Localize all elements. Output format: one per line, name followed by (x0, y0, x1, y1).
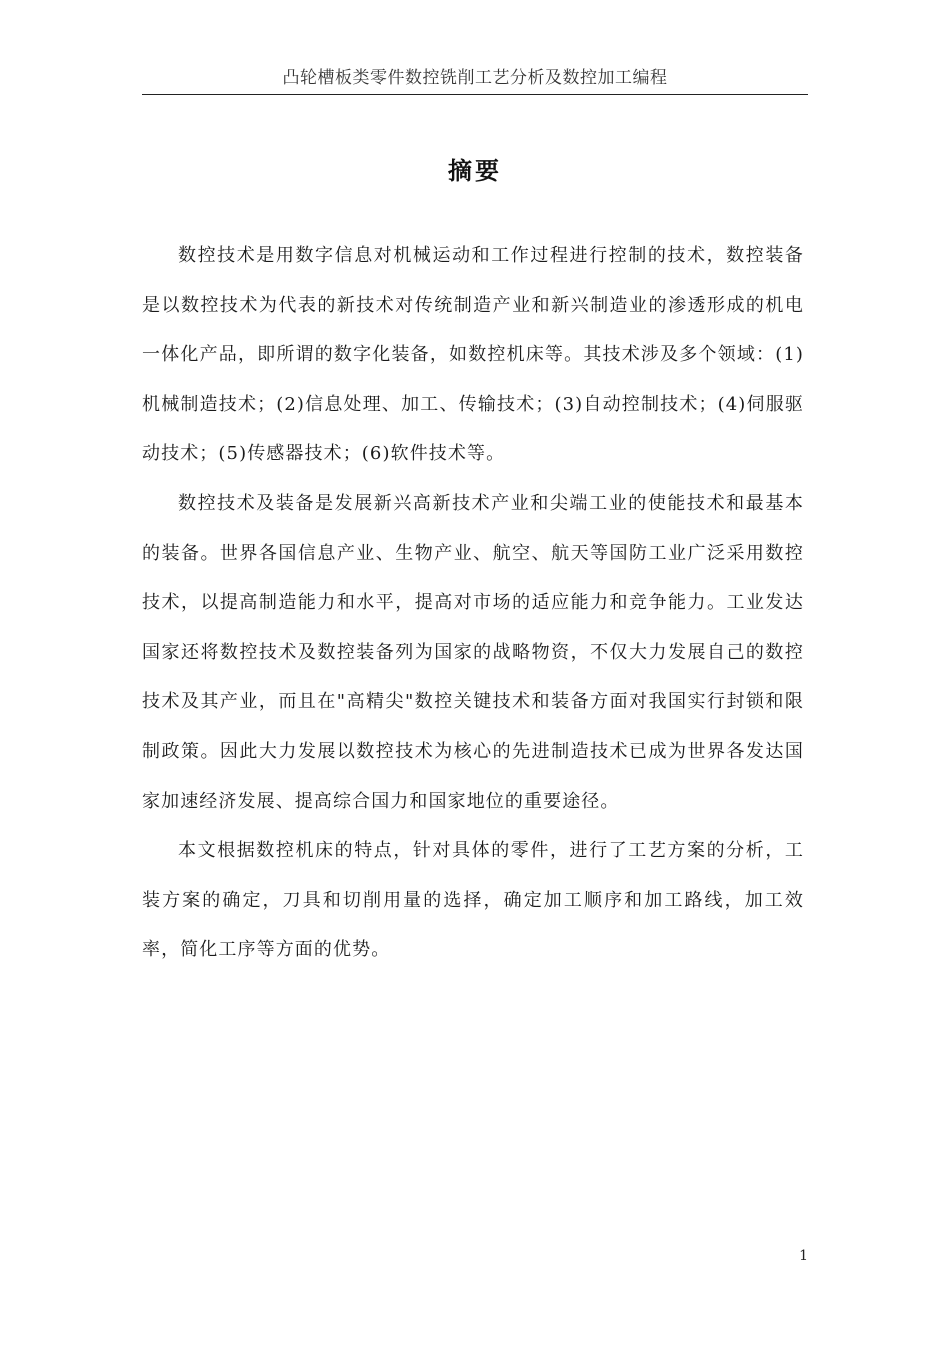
abstract-paragraph-2: 数控技术及装备是发展新兴高新技术产业和尖端工业的使能技术和最基本的装备。世界各国信息产业、生物产业、航空、航天等国防工业广泛采用数控技术，以提高制造能力和水平，提高对市场的适应能力和竞争能力。工业发达国家还将数控技术及数控装备列为国家的战略物资，不仅大力发展自己的数控技术及其产业，而且在"高精尖"数控关键技术和装备方面对我国实行封锁和限制政策。因此大力发展以数控技术为核心的先进制造技术已成为世界各发达国家加速经济发展、提高综合国力和国家地位的重要途径。 (142, 492, 804, 812)
running-header: 凸轮槽板类零件数控铣削工艺分析及数控加工编程 (282, 68, 668, 88)
abstract-body (142, 231, 804, 975)
abstract-paragraph-1: 数控技术是用数字信息对机械运动和工作过程进行控制的技术，数控装备是以数控技术为代表的新技术对传统制造产业和新兴制造业的渗透形成的机电一体化产品，即所谓的数字化装备，如数控机床等。其技术涉及多个领域：(1)机械制造技术；(2)信息处理、加工、传输技术；(3)自动控制技术；(4)伺服驱动技术；(5)传感器技术；(6)软件技术等。 (142, 245, 804, 465)
page-number: 1 (799, 1248, 808, 1264)
abstract-paragraph-3: 本文根据数控机床的特点，针对具体的零件，进行了工艺方案的分析，工装方案的确定，刀具和切削用量的选择，确定加工顺序和加工路线，加工效率，简化工序等方面的优势。 (142, 840, 804, 961)
abstract-title: 摘要 (448, 157, 502, 185)
header-rule (142, 94, 808, 95)
